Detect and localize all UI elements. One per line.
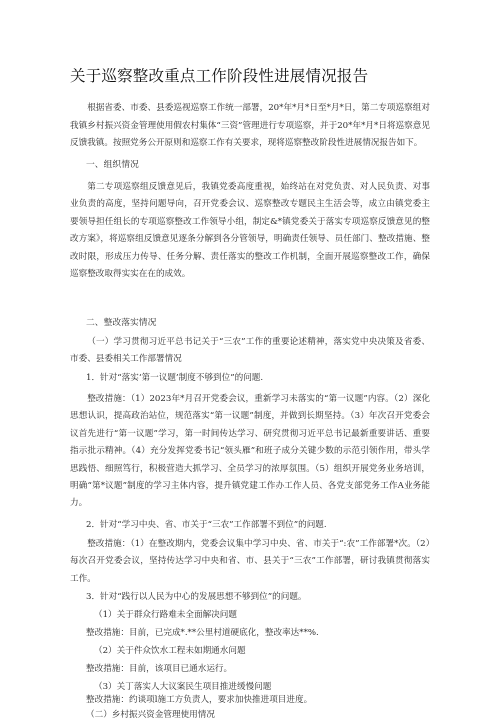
issue-2-heading: 2．针对“学习中央、省、市关于“三农”工作部署不到位”的问题. — [86, 520, 327, 530]
issue-3-heading: 3．针对“践行以人民为中心的发展思想不够到位”的问题。 — [86, 592, 307, 602]
issue-3-sub-a-measure: 整改措施：目前，已完成*.**公里村道硬底化，整改率达**%. — [86, 628, 319, 638]
issue-3-sub-b-measure: 整改措施：目前，该项目已通水运行。 — [86, 664, 233, 674]
issue-1-measures: 整改措施：（1）2023年*月召开党委会议，重新学习未落实的“第一议题”内容。（2）深化思想认识，提高政治站位，规范落实“第一议题”制度，并做到长期坚持。（3）年次召开党委会议首先进行“第一议题”学习，第一时间传达学习、研究贯彻习近平总书记最新重要讲话、重要指示批示精神。（4）充分发挥党委书记“领头雁”和班子成分关键少数的示范引领作用，带头学思践悟、细照笃行，积极营造大抓学习、全员学习的浓厚氛围。（5）组织开展党务业务培训，明确“第*议题”制度的学习主体内容，提升镇党建工作办工作人员、各党支部党务工作A业务能力。 — [70, 394, 430, 509]
document-title: 关于巡察整改重点工作阶段性进展情况报告 — [70, 67, 369, 85]
issue-1-heading: 1．针对“落实‘第一议题’制度不够到位”的问题. — [86, 373, 264, 383]
issue-3-sub-c: （3）关丁落实人大议案民生项目推进缓慢问题 — [94, 682, 272, 692]
intro-paragraph: 根据省委、市委、县委巡视巡察工作统一部署，20*年*月*日至*月*日，第二专项巡察组对我镇乡村振兴资金管理使用假农村集体“三资”管理进行专项巡察，并于20*年*月*日将巡察意见反馈我镇。按照党务公开原则和巡察工作有关要求，现将巡察整改阶段性进展情况报告如下。 — [70, 103, 430, 149]
subsection-heading-1: （一）学习贯彻习近平总书记关于“三农”工作的重要论述精神，落实党中央决策及省委、市委、县委相关工作部署情况 — [70, 337, 430, 364]
subsection-heading-2: （二）乡村振兴资金管理使用情况 — [86, 710, 215, 720]
issue-3-sub-b: （2）关于件众饮水工程未如期通水问题 — [94, 646, 246, 656]
issue-2-measures: 整改措施：（1）在整改期内，党委会议集中学习中央、省、市关于“:农”工作部署*次。（2）每次召开党委会议，坚持传达学习中央和省、市、县关于“三农”工作部署，研讨我镇贯彻落实工作。 — [70, 539, 430, 584]
issue-3-sub-c-measure: 整改措施：约谈项l施工方负责人，要求加快推进项目进度。 — [86, 695, 313, 705]
section-heading-rectification: 二、整改落实情况 — [86, 318, 157, 328]
organization-paragraph: 第二专项巡察组反馈意见后，我镇党委高度重视，始终站在对党负责、对人民负责、对事业负责的高度，坚持问题导向，召开党委会议、巡察整改专题民主生活会等，成立由镇党委主要领导担任组长的专项巡察整改工作领导小组，制定&*镇党委关于落实专项巡察反馈意见的整改方案》，将巡察组反馈意见逐条分解到各分管领导，明确责任领导、员任部门、整改措施、整改时限，形成压力传导、任务分解、责任落实的整改工作机制，全面开展巡察整改工作，确保巡察整改取得实实在在的成效。 — [70, 182, 430, 280]
issue-3-sub-a: （1）关于群众行路难未全面解决问题 — [94, 610, 237, 620]
section-heading-organization: 一、组织情况 — [86, 160, 139, 170]
